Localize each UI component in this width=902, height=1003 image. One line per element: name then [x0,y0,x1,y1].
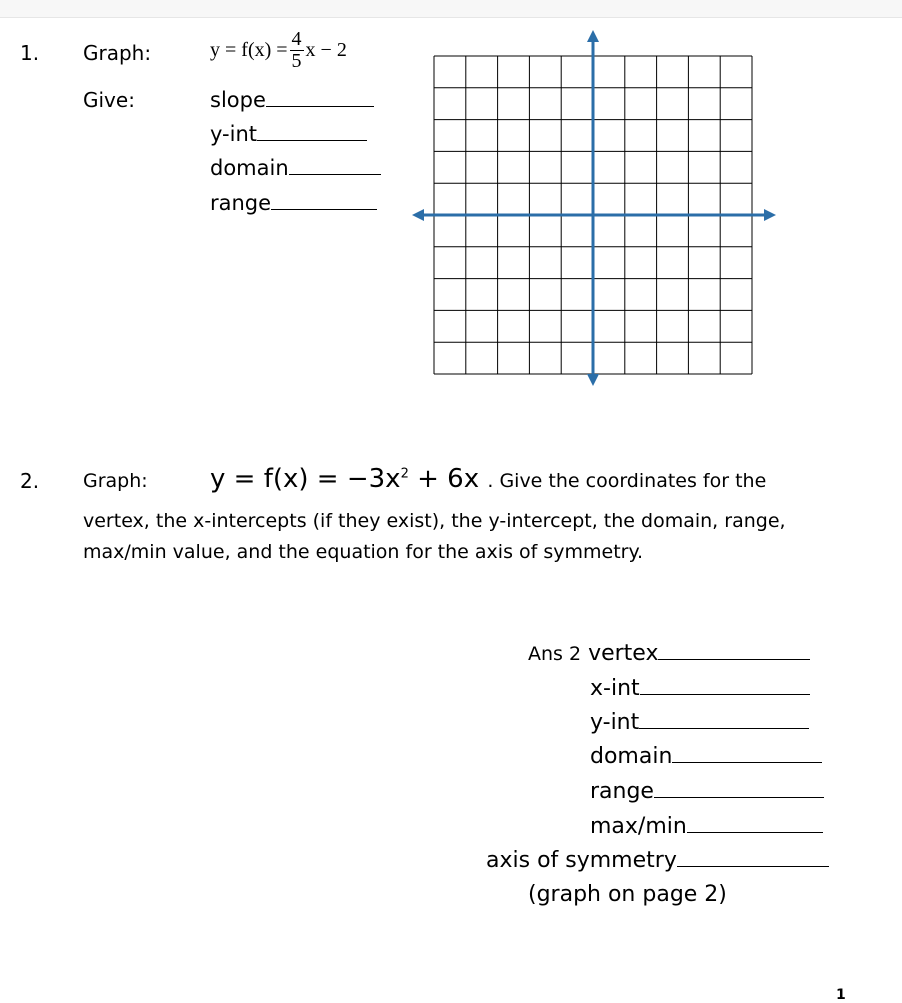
question-2-instructions-line-3: max/min value, and the equation for the axis of symmetry. [83,541,644,563]
domain-2-label: domain [590,744,673,769]
range-2-answer-line [590,781,824,803]
page-number: 1 [836,987,846,1003]
domain-2-blank[interactable] [672,746,822,763]
exponent: 2 [400,466,409,482]
question-2-graph-label: Graph: [83,470,148,492]
fraction-denominator: 5 [291,49,302,72]
fraction-numerator: 4 [291,27,302,50]
coordinate-grid-svg [410,28,780,388]
axis-of-symmetry-answer-line [486,850,829,872]
xint-answer-line [590,678,810,700]
domain-blank[interactable] [289,158,381,175]
slope-blank[interactable] [266,90,374,107]
slope-fraction [290,29,304,72]
question-1-number: 1. [20,41,40,65]
axis-of-symmetry-label: axis of symmetry [486,848,677,873]
question-2-equation-tail: + 6x [408,464,480,494]
xint-label: x-int [590,676,640,701]
graph-on-page-2-note: (graph on page 2) [528,882,727,907]
question-2-number: 2. [20,469,40,493]
vertex-answer-line [528,643,810,665]
maxmin-label: max/min [590,814,687,839]
question-2-instructions-tail: . Give the coordinates for the [487,470,767,492]
yint-2-label: y-int [590,710,640,735]
coordinate-grid[interactable] [410,28,780,388]
yint-answer-line [210,124,367,145]
page-top-strip [0,0,902,18]
yint-2-blank[interactable] [639,712,809,729]
question-1-equation [210,28,347,72]
domain-label: domain [210,156,289,180]
equation-lhs: y = f(x) = [210,39,288,61]
yint-blank[interactable] [257,124,367,141]
question-1-give-label: Give: [83,88,135,112]
range-2-blank[interactable] [654,781,824,798]
question-2-instructions-line-2: vertex, the x-intercepts (if they exist), the y-intercept, the domain, range, [83,510,786,532]
y-axis-top-arrow [587,30,599,42]
question-1-graph-label: Graph: [83,41,152,65]
ans-prefix: Ans 2 [528,643,582,665]
x-axis-left-arrow [412,209,424,221]
maxmin-blank[interactable] [687,816,823,833]
domain-answer-line [210,158,381,179]
range-label: range [210,191,272,215]
slope-label: slope [210,88,266,112]
vertex-blank[interactable] [658,643,810,660]
domain-2-answer-line [590,746,822,768]
question-2-equation: y = f(x) = −3x [210,464,401,494]
x-axis-right-arrow [764,209,776,221]
range-answer-line [210,193,377,214]
range-2-label: range [590,779,654,804]
maxmin-answer-line [590,816,823,838]
slope-answer-line [210,90,374,111]
yint-label: y-int [210,122,258,146]
axis-of-symmetry-blank[interactable] [677,850,829,867]
y-axis-bottom-arrow [587,374,599,386]
equation-rhs: x − 2 [305,39,347,61]
yint-2-answer-line [590,712,809,734]
xint-blank[interactable] [640,678,810,695]
vertex-label: vertex [588,641,659,666]
question-2-equation-line [210,466,766,492]
range-blank[interactable] [271,193,377,210]
